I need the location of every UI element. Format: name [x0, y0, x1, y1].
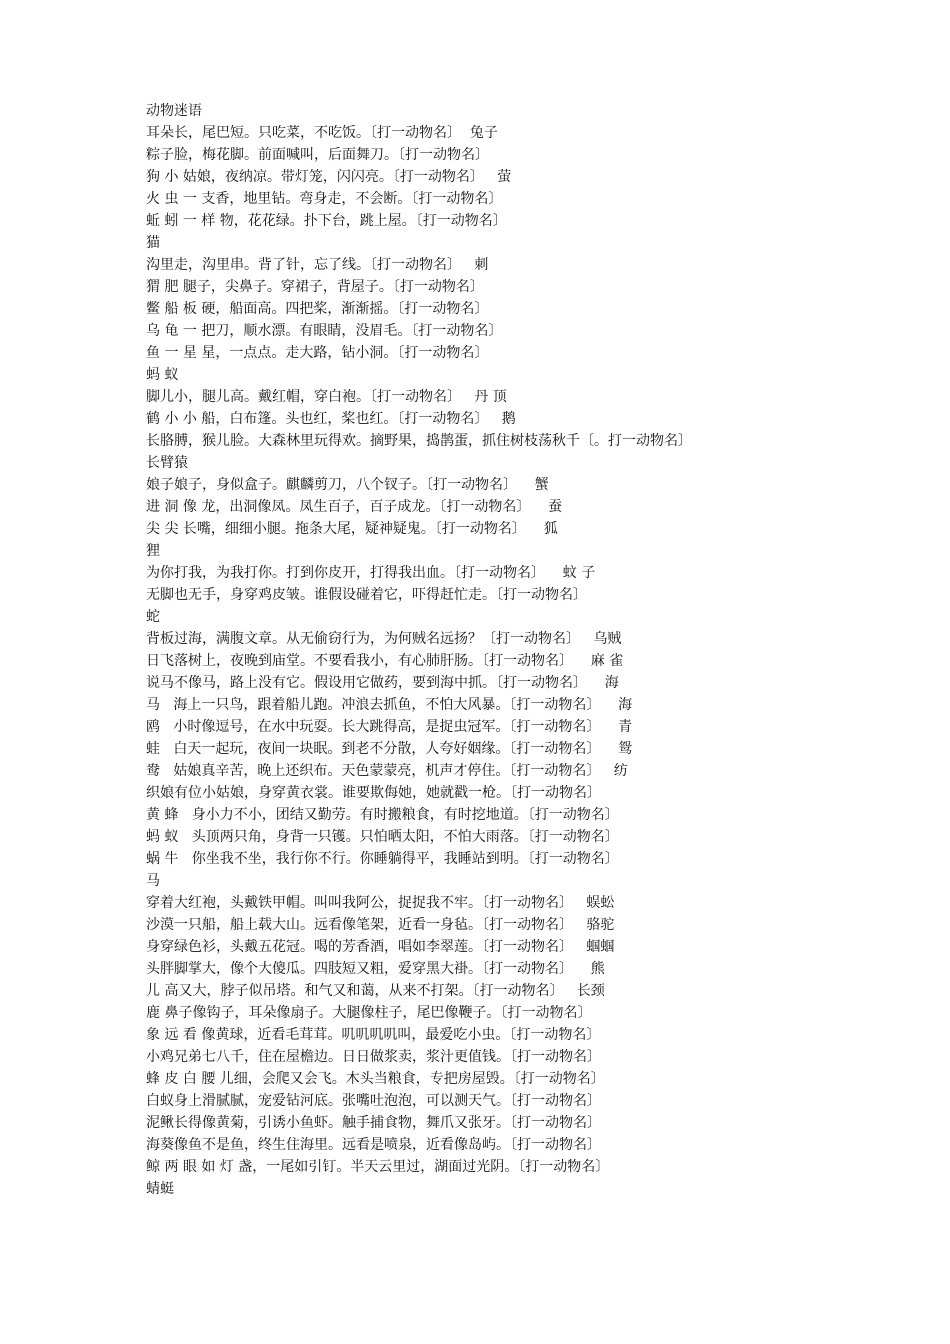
text-line: 猫 [146, 235, 160, 251]
text-line: 长臂猿 [146, 455, 188, 471]
text-line: 沙漠一只船，船上载大山。远看像笔架，近看一身毡。〔打一动物名〕 骆驼 [146, 917, 615, 933]
text-line: 织娘有位小姑娘，身穿黄衣裳。谁要欺侮她，她就戳一枪。〔打一动物名〕 [146, 785, 601, 801]
text-line: 白蚁身上滑腻腻，宠爱钻河底。张嘴吐泡泡，可以测天气。〔打一动物名〕 [146, 1093, 601, 1109]
text-line: 儿 高又大，脖子似吊塔。和气又和蔼，从来不打架。〔打一动物名〕 长颈 [146, 983, 605, 999]
text-line: 蚯 蚓 一 样 物，花花绿。扑下台，跳上屋。〔打一动物名〕 [146, 213, 507, 229]
text-line: 乌 龟 一 把刀，顺水漂。有眼睛，没眉毛。〔打一动物名〕 [146, 323, 503, 339]
text-line: 鹿 鼻子像钩子，耳朵像扇子。大腿像柱子，尾巴像鞭子。〔打一动物名〕 [146, 1005, 592, 1021]
text-line: 鹤 小 小 船，白布篷。头也红，桨也红。〔打一动物名〕 鹅 [146, 411, 516, 427]
text-line: 马 [146, 873, 160, 889]
text-line: 背板过海，满腹文章。从无偷窃行为，为何贼名远扬？〔打一动物名〕 乌贼 [146, 631, 622, 647]
text-line: 穿着大红袍，头戴铁甲帽。叫叫我阿公，捉捉我不牢。〔打一动物名〕 蜈蚣 [146, 895, 615, 911]
text-line: 火 虫 一 支香，地里钻。弯身走，不会断。〔打一动物名〕 [146, 191, 503, 207]
text-line: 说马不像马，路上没有它。假设用它做药，要到海中抓。〔打一动物名〕 海 [146, 675, 619, 691]
text-line: 尖 尖 长嘴，细细小腿。拖条大尾，疑神疑鬼。〔打一动物名〕 狐 [146, 521, 558, 537]
text-line: 猬 肥 腿子，尖鼻子。穿裙子，背屋子。〔打一动物名〕 [146, 279, 484, 295]
text-line: 狗 小 姑娘，夜纳凉。带灯笼，闪闪亮。〔打一动物名〕 萤 [146, 169, 512, 185]
text-line: 泥鳅长得像黄菊，引诱小鱼虾。触手捕食物，舞爪又张牙。〔打一动物名〕 [146, 1115, 601, 1131]
text-line: 长胳膊，猴儿脸。大森林里玩得欢。摘野果，捣鹊蛋，抓住树枝荡秋千〔。打一动物名〕 [146, 433, 692, 449]
text-line: 为你打我，为我打你。打到你皮开，打得我出血。〔打一动物名〕 蚊 子 [146, 565, 596, 581]
text-line: 沟里走，沟里串。背了针，忘了线。〔打一动物名〕 刺 [146, 257, 489, 273]
text-line: 象 远 看 像黄球，近看毛茸茸。叽叽叽叽叫，最爱吃小虫。〔打一动物名〕 [146, 1027, 601, 1043]
text-line: 身穿绿色衫，头戴五花冠。喝的芳香酒，唱如李翠莲。〔打一动物名〕 蝈蝈 [146, 939, 615, 955]
text-line: 蜗 牛 你坐我不坐，我行你不行。你睡躺得平，我睡站到明。〔打一动物名〕 [146, 851, 619, 867]
text-line: 鱼 一 星 星，一点点。走大路，钻小洞。〔打一动物名〕 [146, 345, 489, 361]
text-line: 进 洞 像 龙，出洞像凤。凤生百子，百子成龙。〔打一动物名〕 蚕 [146, 499, 563, 515]
document-title: 动物迷语 [146, 103, 202, 119]
text-line: 鳖 船 板 硬，船面高。四把桨，渐渐摇。〔打一动物名〕 [146, 301, 489, 317]
text-line: 蚂 蚁 头顶两只角，身背一只镬。只怕晒太阳，不怕大雨落。〔打一动物名〕 [146, 829, 619, 845]
text-line: 蚂 蚁 [146, 367, 179, 383]
text-line: 蛇 [146, 609, 160, 625]
text-line: 蛙 白天一起玩，夜间一块眠。到老不分散，人夸好姻缘。〔打一动物名〕 鸳 [146, 741, 633, 757]
text-line: 耳朵长，尾巴短。只吃菜，不吃饭。〔打一动物名〕 兔子 [146, 125, 498, 141]
riddle-text-block [146, 100, 846, 1200]
text-line: 鸥 小时像逗号，在水中玩耍。长大跳得高，是捉虫冠军。〔打一动物名〕 青 [146, 719, 633, 735]
text-line: 蜂 皮 白 腰 儿细，会爬又会飞。木头当粮食，专把房屋毁。〔打一动物名〕 [146, 1071, 605, 1087]
text-line: 黄 蜂 身小力不小，团结又勤劳。有时搬粮食，有时挖地道。〔打一动物名〕 [146, 807, 619, 823]
text-line: 海葵像鱼不是鱼，终生住海里。远看是喷泉，近看像岛屿。〔打一动物名〕 [146, 1137, 601, 1153]
text-line: 鲸 两 眼 如 灯 盏，一尾如引钉。半天云里过，湖面过光阴。〔打一动物名〕 [146, 1159, 610, 1175]
text-line: 狸 [146, 543, 160, 559]
text-line: 马 海上一只鸟，跟着船儿跑。冲浪去抓鱼，不怕大风暴。〔打一动物名〕 海 [146, 697, 633, 713]
text-line: 脚儿小，腿儿高。戴红帽，穿白袍。〔打一动物名〕 丹 顶 [146, 389, 507, 405]
text-line: 无脚也无手，身穿鸡皮皱。谁假设碰着它，吓得赶忙走。〔打一动物名〕 [146, 587, 587, 603]
text-line: 娘子娘子，身似盒子。麒麟剪刀，八个钗子。〔打一动物名〕 蟹 [146, 477, 549, 493]
text-line: 日飞落树上，夜晚到庙堂。不要看我小，有心肺肝肠。〔打一动物名〕 麻 雀 [146, 653, 624, 669]
text-line: 小鸡兄弟七八千，住在屋檐边。日日做浆卖，浆汁更值钱。〔打一动物名〕 [146, 1049, 601, 1065]
text-line: 鸯 姑娘真辛苦，晚上还织布。天色蒙蒙亮，机声才停住。〔打一动物名〕 纺 [146, 763, 628, 779]
text-line: 蜻蜓 [146, 1181, 174, 1197]
text-line: 粽子脸，梅花脚。前面喊叫，后面舞刀。〔打一动物名〕 [146, 147, 489, 163]
text-line: 头胖脚掌大，像个大傻瓜。四肢短又粗，爱穿黑大褂。〔打一动物名〕 熊 [146, 961, 605, 977]
